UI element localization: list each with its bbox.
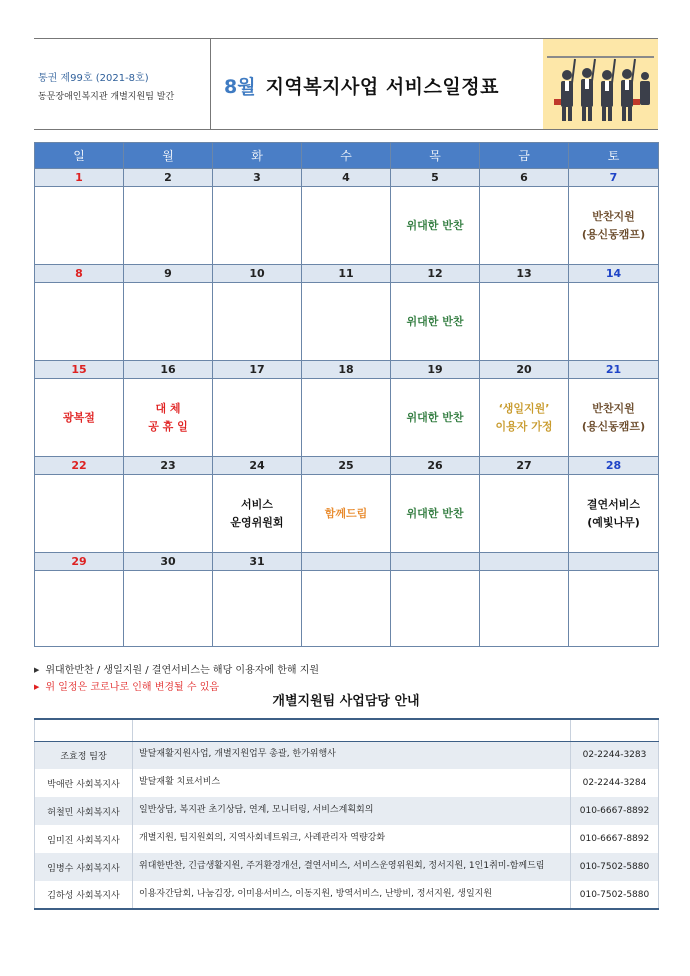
event-cell (124, 379, 213, 457)
staff-duty: 발달재활지원사업, 개별지원업무 총괄, 한가위행사 (133, 741, 571, 769)
issue-info (34, 39, 211, 129)
date-cell: 18 (302, 361, 391, 379)
event-location: (용신동캠프) (581, 419, 646, 433)
staff-duty: 개별지원, 팀지원회의, 지역사회네트워크, 사례관리자 역량강화 (133, 825, 571, 853)
event-row (35, 187, 659, 265)
staff-name: 허철민 사회복지사 (35, 797, 133, 825)
event-user-home: 이용자 가정 (495, 419, 553, 433)
date-cell: 13 (480, 265, 569, 283)
date-row (35, 361, 659, 379)
date-cell: 27 (480, 457, 569, 475)
notes (34, 661, 319, 693)
date-cell: 1 (35, 169, 124, 187)
event-cell (35, 187, 124, 265)
note-text: 위대한반찬 / 생일지원 / 결연서비스는 해당 이용자에 한해 지원 (45, 665, 320, 676)
staff-phone: 010-6667-8892 (571, 825, 659, 853)
event-cell (391, 475, 480, 553)
event-cell (302, 283, 391, 361)
staff-name: 임병수 사회복지사 (35, 853, 133, 881)
event-service-committee: 서비스 (241, 497, 273, 511)
date-cell: 8 (35, 265, 124, 283)
event-cell (35, 379, 124, 457)
date-cell: 19 (391, 361, 480, 379)
date-cell: 28 (569, 457, 659, 475)
date-cell: 30 (124, 553, 213, 571)
table-row (35, 741, 659, 769)
event-cell (124, 283, 213, 361)
staff-duty: 일반상담, 복지관 초기상담, 연계, 모니터링, 서비스계획회의 (133, 797, 571, 825)
event-sponsorship-service: 결연서비스 (586, 497, 641, 511)
date-cell: 12 (391, 265, 480, 283)
date-cell (302, 553, 391, 571)
date-cell (569, 553, 659, 571)
event-row (35, 475, 659, 553)
table-row (35, 881, 659, 909)
date-cell: 2 (124, 169, 213, 187)
event-side-dish: 위대한 반찬 (406, 218, 464, 232)
triangle-bullet-icon: ▶ (34, 683, 40, 691)
event-substitute-holiday: 공 휴 일 (148, 419, 188, 433)
date-cell: 14 (569, 265, 659, 283)
event-cell (391, 187, 480, 265)
note-line (34, 661, 319, 676)
event-side-dish: 위대한 반찬 (406, 506, 464, 520)
event-cell (569, 475, 659, 553)
month-label: 8월 (224, 76, 256, 98)
staff-duty: 이용자간담회, 나눔김장, 이미용서비스, 이동지원, 방역서비스, 난방비, 정서지원, 생일지원 (133, 881, 571, 909)
event-row (35, 571, 659, 647)
issue-number: 통권 제99호 (2021-8호) (38, 73, 149, 84)
table-row (35, 769, 659, 797)
event-cell (480, 475, 569, 553)
date-row (35, 265, 659, 283)
event-side-dish: 위대한 반찬 (406, 314, 464, 328)
table-row (35, 853, 659, 881)
date-cell: 6 (480, 169, 569, 187)
weekday-header-row (35, 143, 659, 169)
date-cell: 24 (213, 457, 302, 475)
event-side-dish-support: 반찬지원 (592, 401, 635, 415)
event-cell (124, 187, 213, 265)
date-cell (391, 553, 480, 571)
event-liberation-day: 광복절 (63, 410, 95, 424)
triangle-bullet-icon: ▶ (34, 666, 40, 674)
event-cell (480, 283, 569, 361)
event-together-dream: 함께드림 (324, 506, 368, 520)
date-row (35, 457, 659, 475)
date-cell: 29 (35, 553, 124, 571)
staff-section-title: 개별지원팀 사업담당 안내 (272, 694, 420, 709)
event-cell (213, 379, 302, 457)
date-cell: 4 (302, 169, 391, 187)
event-cell (124, 475, 213, 553)
date-cell: 3 (213, 169, 302, 187)
staff-duty: 발달재활 치료서비스 (133, 769, 571, 797)
event-cell (569, 283, 659, 361)
date-cell: 9 (124, 265, 213, 283)
event-location: (용신동캠프) (581, 227, 646, 241)
table-header-row (35, 719, 659, 741)
event-row (35, 379, 659, 457)
date-cell: 25 (302, 457, 391, 475)
staff-phone: 02-2244-3284 (571, 769, 659, 797)
date-row (35, 553, 659, 571)
date-cell: 16 (124, 361, 213, 379)
staff-duty: 위대한반찬, 긴급생활지원, 주거환경개선, 결연서비스, 서비스운영위원회, 정서지원, 1인1취미-함께드림 (133, 853, 571, 881)
date-cell: 15 (35, 361, 124, 379)
event-cell (213, 283, 302, 361)
event-cell (569, 571, 659, 647)
event-cell (569, 187, 659, 265)
note-text: 위 일정은 코로나로 인해 변경될 수 있음 (45, 682, 220, 693)
event-cell (35, 283, 124, 361)
staff-phone: 02-2244-3283 (571, 741, 659, 769)
event-side-dish: 위대한 반찬 (406, 410, 464, 424)
newsletter-header (34, 38, 658, 130)
event-cell (480, 187, 569, 265)
event-location: (예빛나무) (587, 515, 640, 529)
event-cell (213, 571, 302, 647)
date-cell: 11 (302, 265, 391, 283)
event-service-committee: 운영위원회 (230, 515, 284, 529)
event-cell (302, 571, 391, 647)
weekday-header: 화 (213, 143, 302, 169)
weekday-header: 일 (35, 143, 124, 169)
weekday-header: 금 (480, 143, 569, 169)
event-birthday-support: ‘생일지원’ (498, 401, 550, 415)
event-cell (213, 187, 302, 265)
staff-name: 임미진 사회복지사 (35, 825, 133, 853)
staff-name: 김하성 사회복지사 (35, 881, 133, 909)
date-cell: 5 (391, 169, 480, 187)
event-cell (480, 571, 569, 647)
weekday-header: 토 (569, 143, 659, 169)
title-text: 지역복지사업 서비스일정표 (265, 76, 499, 98)
staff-phone: 010-7502-5880 (571, 881, 659, 909)
event-cell (35, 475, 124, 553)
weekday-header: 월 (124, 143, 213, 169)
page-title (224, 72, 499, 99)
date-cell: 22 (35, 457, 124, 475)
event-cell (124, 571, 213, 647)
event-cell (302, 187, 391, 265)
staff-name: 박애란 사회복지사 (35, 769, 133, 797)
event-cell (391, 571, 480, 647)
staff-phone: 010-6667-8892 (571, 797, 659, 825)
date-cell: 21 (569, 361, 659, 379)
date-cell (480, 553, 569, 571)
staff-phone: 010-7502-5880 (571, 853, 659, 881)
event-row (35, 283, 659, 361)
monthly-calendar (34, 142, 659, 647)
event-substitute-holiday: 대 체 (155, 401, 181, 415)
publisher: 동문장애인복지관 개별지원팀 발간 (38, 92, 175, 102)
staff-table (34, 718, 659, 910)
date-cell: 31 (213, 553, 302, 571)
weekday-header: 수 (302, 143, 391, 169)
event-cell (35, 571, 124, 647)
date-cell: 20 (480, 361, 569, 379)
weekday-header: 목 (391, 143, 480, 169)
event-cell (391, 283, 480, 361)
staff-name: 조효정 팀장 (35, 741, 133, 769)
event-cell (302, 475, 391, 553)
date-cell: 10 (213, 265, 302, 283)
event-cell (213, 475, 302, 553)
event-cell (391, 379, 480, 457)
date-cell: 23 (124, 457, 213, 475)
table-row (35, 825, 659, 853)
date-cell: 26 (391, 457, 480, 475)
date-row (35, 169, 659, 187)
table-row (35, 797, 659, 825)
date-cell: 17 (213, 361, 302, 379)
event-cell (302, 379, 391, 457)
business-people-illustration (543, 39, 658, 129)
event-cell (569, 379, 659, 457)
event-cell (480, 379, 569, 457)
event-side-dish-support: 반찬지원 (592, 209, 635, 223)
date-cell: 7 (569, 169, 659, 187)
